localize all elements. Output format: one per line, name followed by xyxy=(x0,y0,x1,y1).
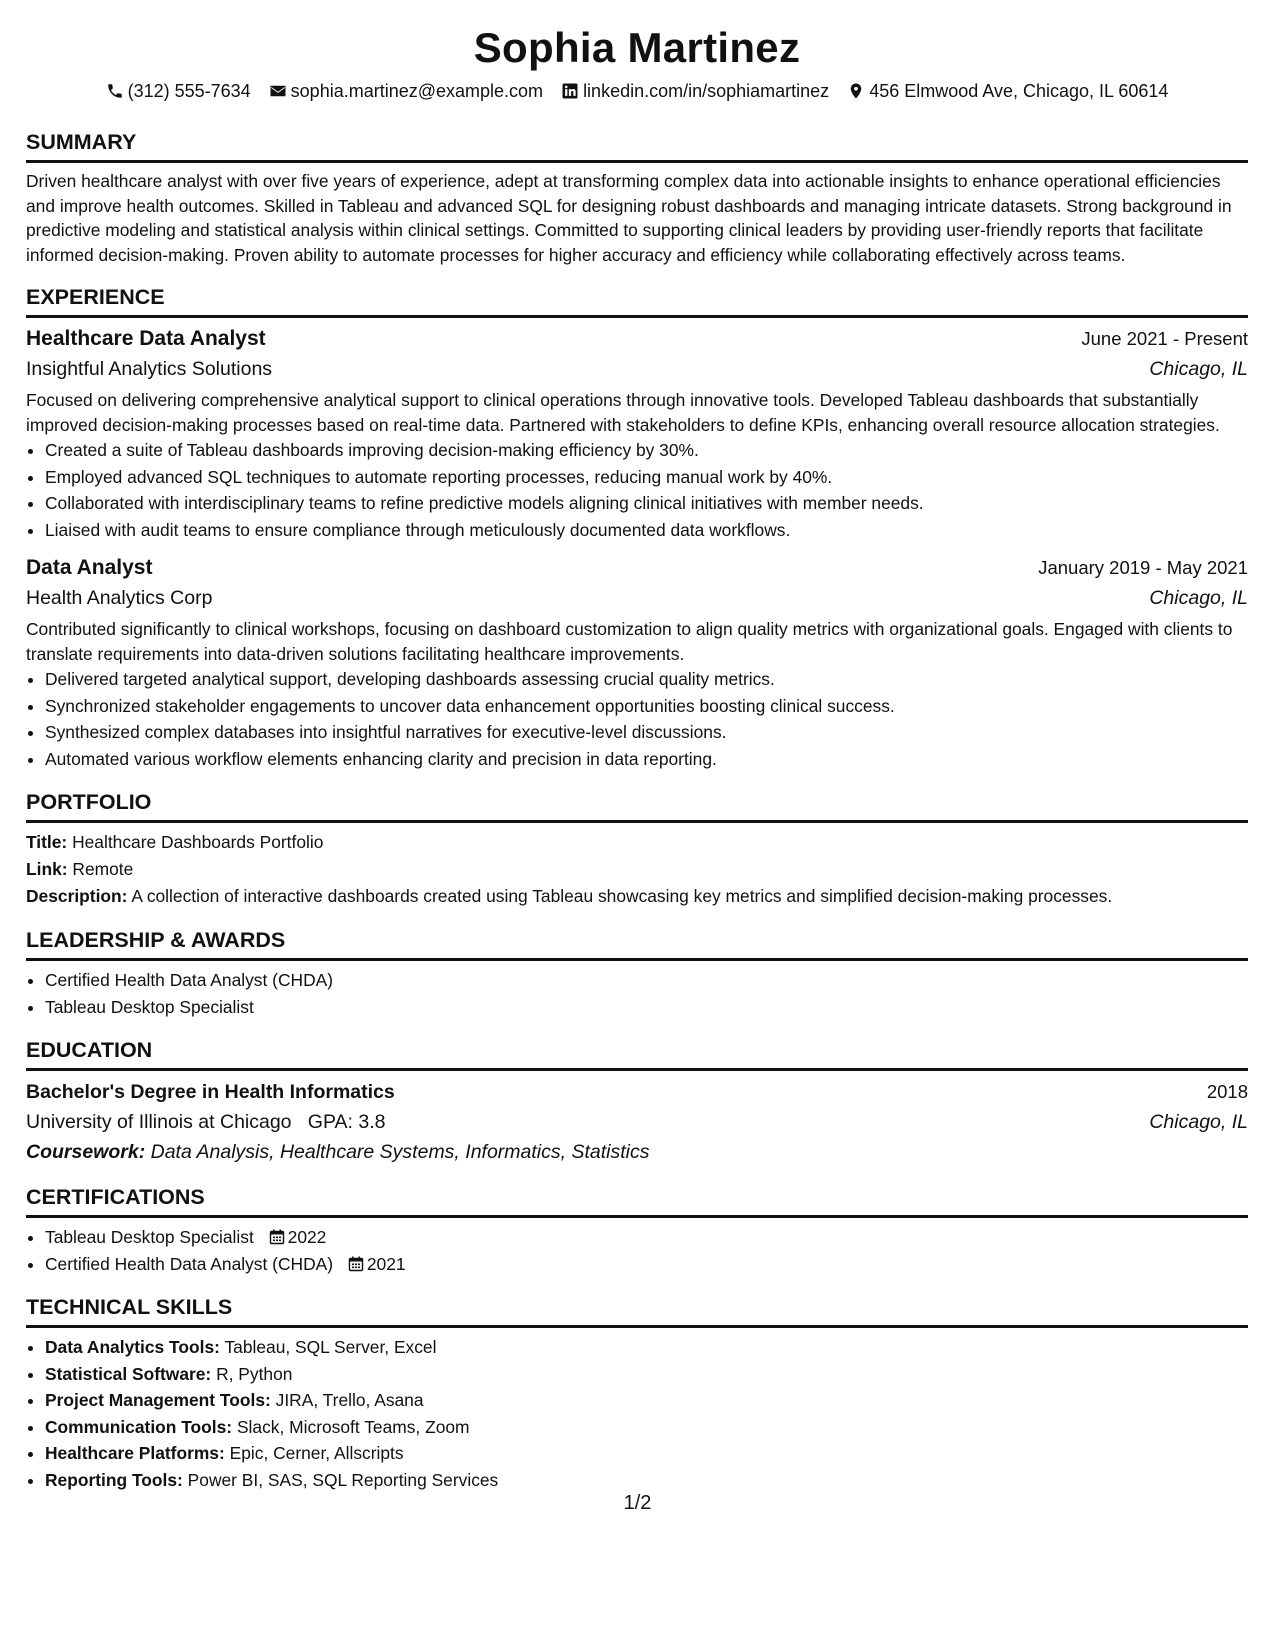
skills-section xyxy=(26,1294,1248,1493)
section-title-portfolio: PORTFOLIO xyxy=(26,789,1248,823)
skills-list xyxy=(26,1334,1248,1493)
contact-linkedin-text[interactable]: linkedin.com/in/sophiamartinez xyxy=(583,81,830,101)
list-item xyxy=(45,1361,1248,1388)
job-dates: June 2021 - Present xyxy=(1081,328,1248,349)
portfolio-section xyxy=(26,789,1248,910)
list-item: • Created a suite of Tableau dashboards improving decision-making efficiency by 30%. xyxy=(45,437,1248,464)
education-location: Chicago, IL xyxy=(1149,1111,1248,1133)
list-item: • Liaised with audit teams to ensure compliance through meticulously documented data workflows. xyxy=(45,517,1248,544)
list-item: • Synchronized stakeholder engagements to uncover data enhancement opportunities boosting clinical success. xyxy=(45,693,1248,720)
skill-value: JIRA, Trello, Asana xyxy=(275,1390,424,1410)
job-location: Chicago, IL xyxy=(1149,358,1248,380)
contact-address-text: 456 Elmwood Ave, Chicago, IL 60614 xyxy=(869,81,1169,101)
list-item: • Automated various workflow elements enhancing clarity and precision in data reporting. xyxy=(45,746,1248,773)
skill-label: Communication Tools: xyxy=(45,1416,233,1437)
portfolio-link[interactable]: Remote xyxy=(72,859,134,879)
phone-icon xyxy=(106,82,124,100)
certification-name: Certified Health Data Analyst (CHDA) xyxy=(45,1253,334,1274)
contact-phone xyxy=(106,79,251,103)
job-dates: January 2019 - May 2021 xyxy=(1038,557,1248,578)
list-item: • Tableau Desktop Specialist xyxy=(45,994,1248,1021)
skill-value: R, Python xyxy=(216,1363,293,1384)
skill-label: Statistical Software: xyxy=(45,1363,212,1384)
skill-label: Reporting Tools: xyxy=(45,1469,183,1490)
certification-name: Tableau Desktop Specialist xyxy=(45,1227,254,1247)
skill-value: Tableau, SQL Server, Excel xyxy=(224,1337,437,1357)
resume-page xyxy=(26,0,1248,1493)
portfolio-value: Healthcare Dashboards Portfolio xyxy=(72,832,324,852)
education-school: University of Illinois at Chicago xyxy=(26,1111,292,1133)
list-item xyxy=(45,1440,1248,1467)
section-title-skills: TECHNICAL SKILLS xyxy=(26,1294,1248,1328)
envelope-icon xyxy=(269,82,287,100)
job-entry xyxy=(26,553,1248,772)
job-description: Focused on delivering comprehensive analytical support to clinical operations through innovative tools. Developed Tableau dashboards that substantially improved decision-making processes based on real-time data. Partnered with stakeholders to define KPIs, enhancing overall resource allocation strategies. xyxy=(26,390,1220,435)
section-title-experience: EXPERIENCE xyxy=(26,284,1248,318)
linkedin-icon xyxy=(561,82,579,100)
skill-label: Project Management Tools: xyxy=(45,1390,271,1410)
job-company: Insightful Analytics Solutions xyxy=(26,358,273,380)
section-title-leadership: LEADERSHIP & AWARDS xyxy=(26,927,1248,961)
job-bullets xyxy=(26,666,1248,772)
list-item: • Delivered targeted analytical support, developing dashboards assessing crucial quality metrics. xyxy=(45,666,1248,693)
summary-section xyxy=(26,129,1248,267)
map-pin-icon xyxy=(847,82,865,100)
education-section xyxy=(26,1037,1248,1167)
certifications-list xyxy=(26,1224,1248,1277)
skill-label: Healthcare Platforms: xyxy=(45,1443,225,1463)
contact-phone-text: (312) 555-7634 xyxy=(127,81,251,101)
contact-email[interactable] xyxy=(269,79,543,103)
leadership-list xyxy=(26,967,1248,1020)
job-location: Chicago, IL xyxy=(1149,587,1248,609)
section-title-summary: SUMMARY xyxy=(26,129,1248,163)
coursework-label: Coursework: xyxy=(26,1141,146,1163)
certification-year: 2021 xyxy=(366,1253,406,1274)
portfolio-title-row xyxy=(26,829,1248,856)
skill-value: Slack, Microsoft Teams, Zoom xyxy=(236,1416,470,1437)
calendar-icon xyxy=(269,1229,285,1245)
list-item xyxy=(45,1467,1248,1494)
education-school-line xyxy=(26,1107,385,1137)
list-item xyxy=(45,1334,1248,1361)
list-item: • Employed advanced SQL techniques to automate reporting processes, reducing manual work by 40%. xyxy=(45,464,1248,491)
portfolio-description-row xyxy=(26,883,1248,910)
skill-label: Data Analytics Tools: xyxy=(45,1337,220,1357)
certification-year: 2022 xyxy=(287,1227,327,1247)
contact-linkedin[interactable] xyxy=(561,79,829,103)
education-gpa: GPA: 3.8 xyxy=(307,1111,386,1133)
candidate-name: Sophia Martinez xyxy=(473,24,801,71)
education-degree: Bachelor's Degree in Health Informatics xyxy=(26,1081,395,1103)
job-description: Contributed significantly to clinical workshops, focusing on dashboard customization to align quality metrics with organizational goals. Engaged with clients to translate requirements into data-driven solutions facilitating healthcare improvements. xyxy=(26,619,1233,664)
portfolio-link-row xyxy=(26,856,1248,883)
section-title-certifications: CERTIFICATIONS xyxy=(26,1184,1248,1218)
list-item xyxy=(45,1414,1248,1441)
list-item xyxy=(45,1224,1248,1251)
skill-value: Epic, Cerner, Allscripts xyxy=(229,1443,404,1463)
calendar-icon xyxy=(348,1256,364,1272)
certifications-section xyxy=(26,1184,1248,1277)
portfolio-label: Description: xyxy=(26,886,128,906)
portfolio-label: Title: xyxy=(26,832,68,852)
list-item xyxy=(45,1251,1248,1278)
contact-email-text[interactable]: sophia.martinez@example.com xyxy=(290,81,544,101)
portfolio-label: Link: xyxy=(26,859,68,879)
page-number: 1/2 xyxy=(623,1492,652,1514)
contact-bar xyxy=(26,79,1248,103)
education-year: 2018 xyxy=(1206,1081,1248,1102)
list-item xyxy=(45,1387,1248,1414)
job-title: Data Analyst xyxy=(26,556,153,579)
leadership-section xyxy=(26,927,1248,1020)
section-title-education: EDUCATION xyxy=(26,1037,1248,1071)
summary-text: Driven healthcare analyst with over five years of experience, adept at transforming complex data into actionable insights to enhance operational efficiencies and improve health outcomes. Skilled in Tableau and advanced SQL for designing robust dashboards and managing intricate datasets. Strong background in predictive modeling and statistical analysis within clinical settings. Committed to supporting clinical leaders by providing user-friendly reports that facilitate informed decision-making. Proven ability to automate processes for higher accuracy and efficiency while collaborating effectively across teams. xyxy=(26,171,1232,265)
skill-value: Power BI, SAS, SQL Reporting Services xyxy=(187,1469,499,1490)
job-title: Healthcare Data Analyst xyxy=(26,327,266,350)
job-bullets xyxy=(26,437,1248,543)
job-entry xyxy=(26,324,1248,543)
list-item: • Certified Health Data Analyst (CHDA) xyxy=(45,967,1248,994)
job-company: Health Analytics Corp xyxy=(26,587,213,609)
experience-section xyxy=(26,284,1248,772)
education-coursework xyxy=(26,1137,1248,1167)
list-item: • Synthesized complex databases into insightful narratives for executive-level discussions. xyxy=(45,719,1248,746)
portfolio-value: A collection of interactive dashboards created using Tableau showcasing key metrics and simplified decision-making processes. xyxy=(131,886,1113,906)
coursework-value: Data Analysis, Healthcare Systems, Informatics, Statistics xyxy=(150,1141,650,1163)
contact-address xyxy=(847,79,1168,103)
list-item: • Collaborated with interdisciplinary teams to refine predictive models aligning clinical initiatives with member needs. xyxy=(45,490,1248,517)
